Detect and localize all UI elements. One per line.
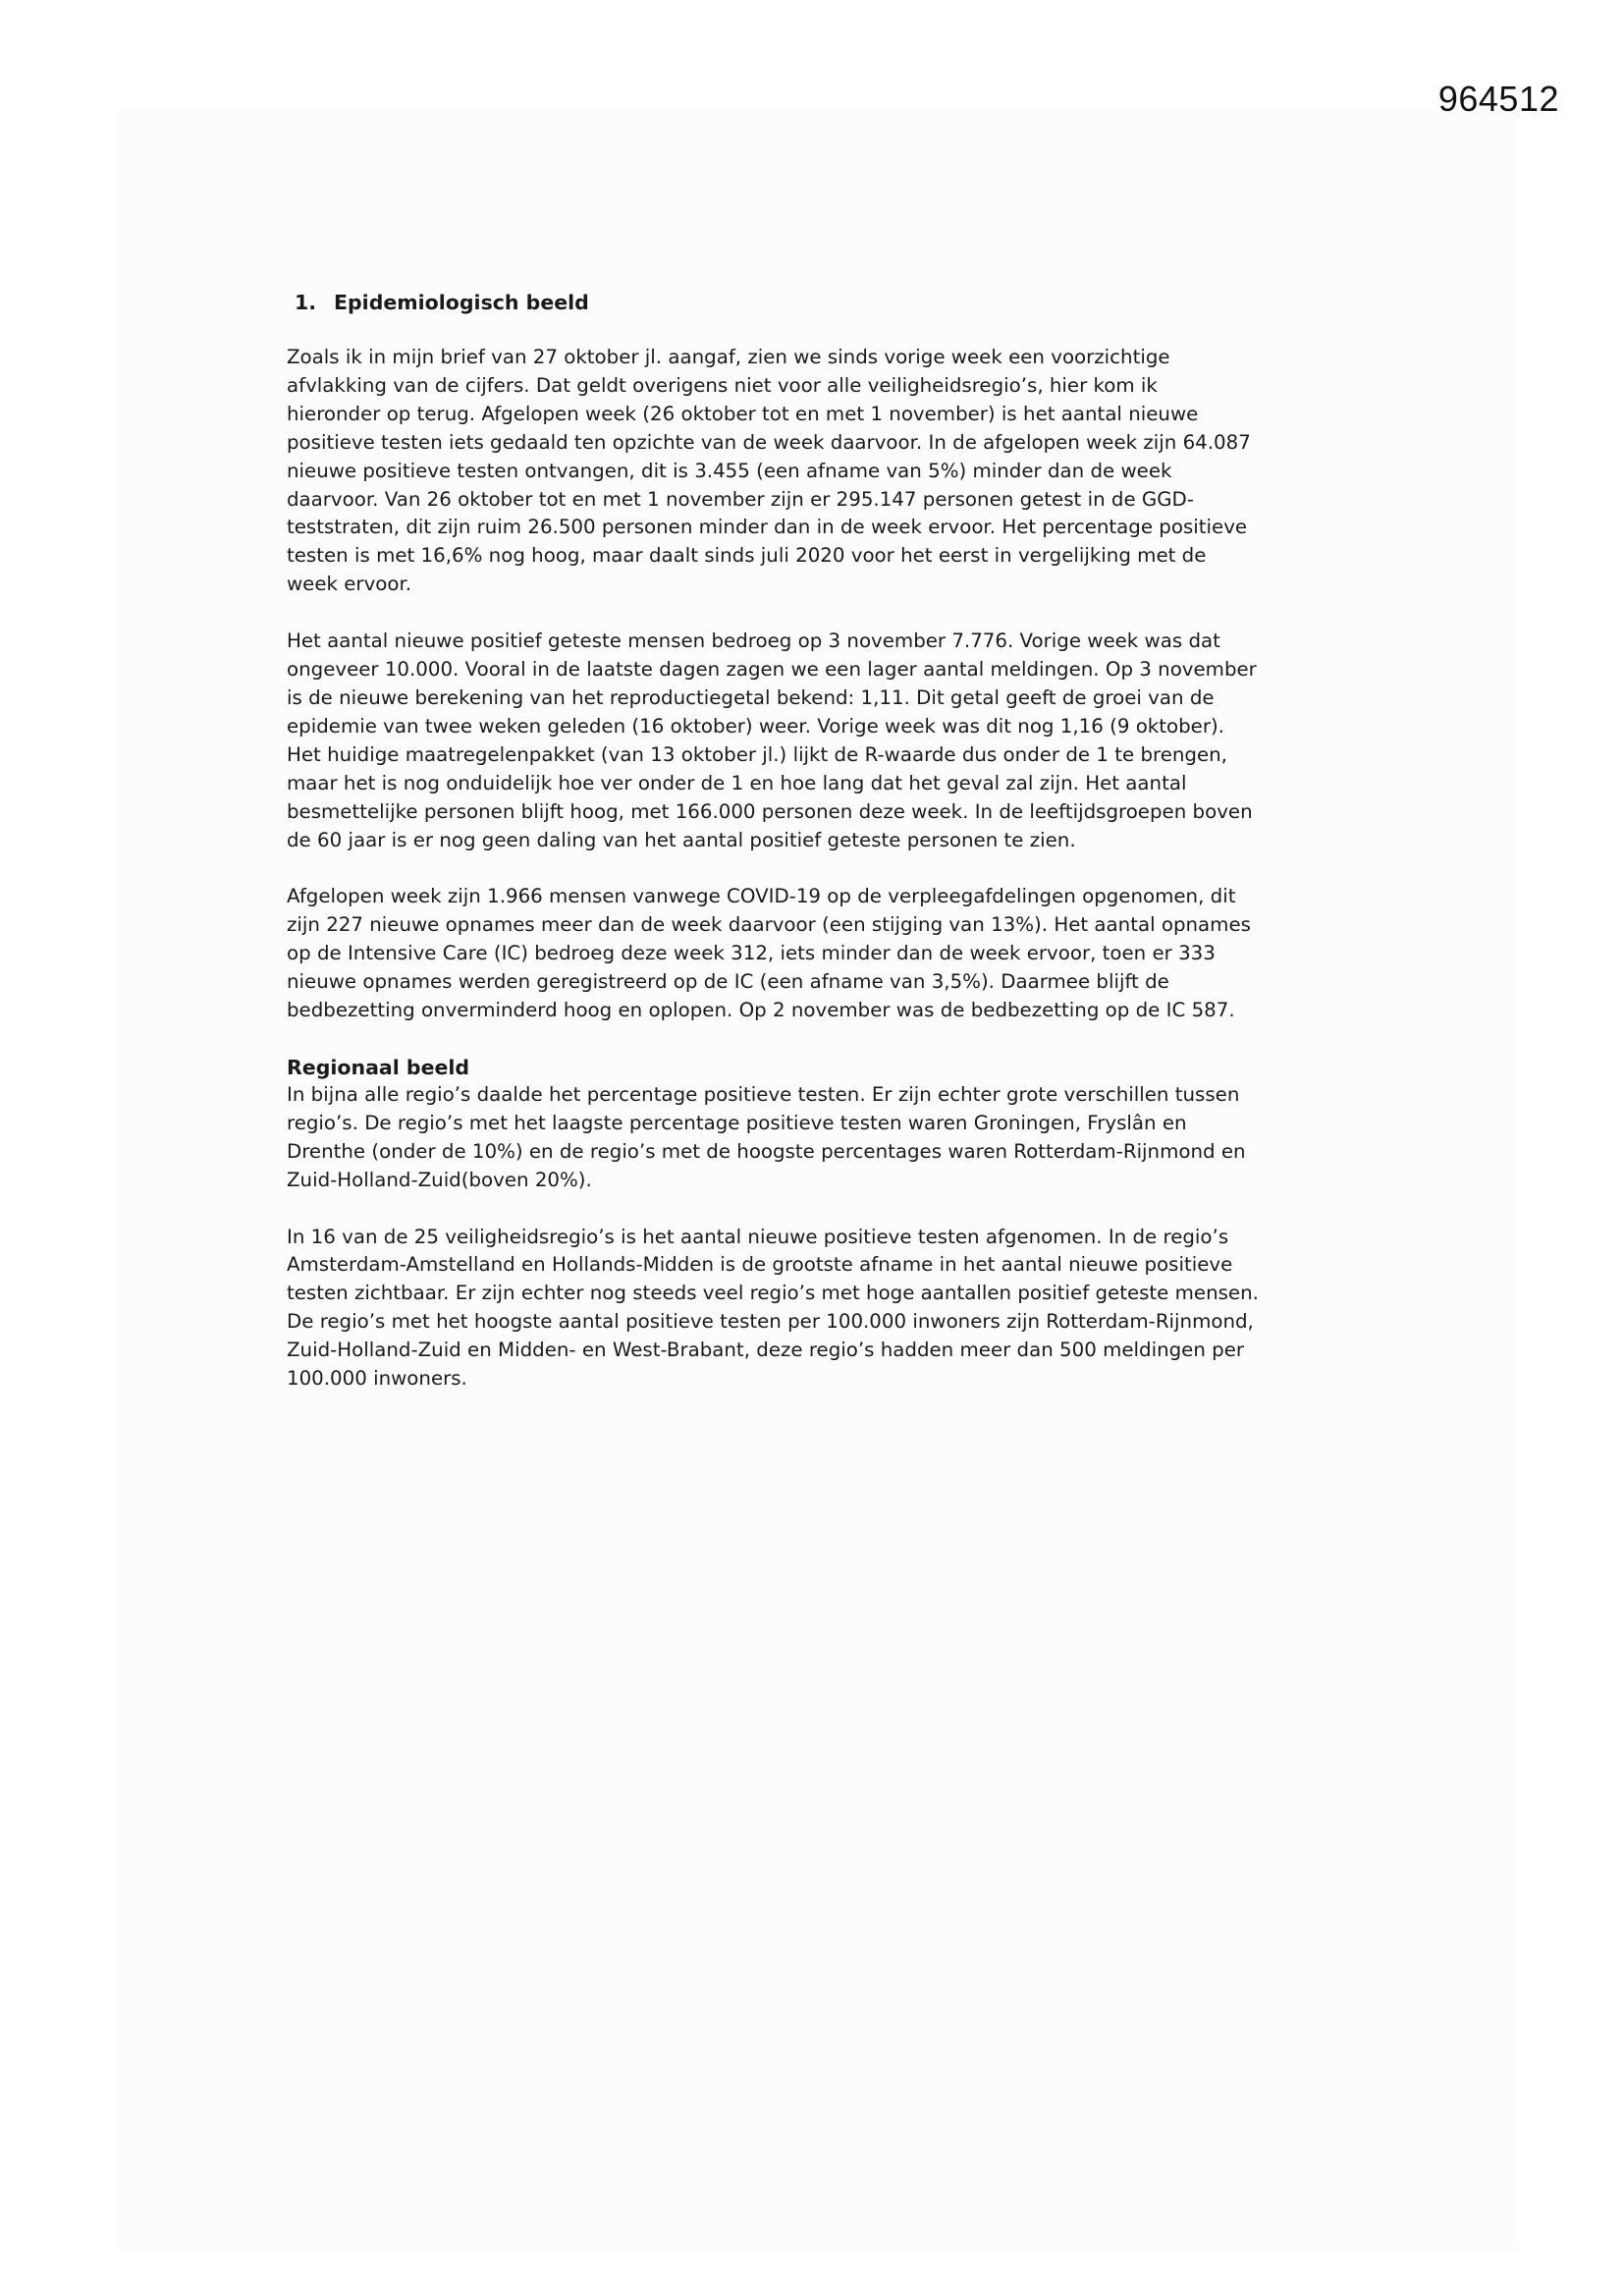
text-line: Zoals ik in mijn brief van 27 oktober jl. aangaf, zien we sinds vorige week een voorzichtige xyxy=(287,346,1170,368)
text-line: De regio’s met het hoogste aantal positieve testen per 100.000 inwoners zijn Rotterdam-Rijnmond, xyxy=(287,1310,1254,1334)
text-line: is de nieuwe berekening van het reproductiegetal bekend: 1,11. Dit getal geeft de groei van de xyxy=(287,685,1215,709)
text-line: positieve testen iets gedaald ten opzichte van de week daarvoor. In de afgelopen week zijn 64.087 xyxy=(287,430,1251,454)
text-line: week ervoor. xyxy=(287,573,412,596)
text-line: Het huidige maatregelenpakket (van 13 oktober jl.) lijkt de R-waarde dus onder de 1 te brengen, xyxy=(287,742,1227,766)
text-line: nieuwe opnames werden geregistreerd op de IC (een afname van 3,5%). Daarmee blijft de xyxy=(287,970,1169,994)
text-line: maar het is nog onduidelijk hoe ver onder de 1 en hoe lang dat het geval zal zijn. Het aantal xyxy=(287,771,1187,794)
text-line: epidemie van twee weken geleden (16 oktober) weer. Vorige week was dit nog 1,16 (9 oktober). xyxy=(287,714,1224,738)
text-line: Zuid-Holland-Zuid(boven 20%). xyxy=(287,1168,592,1191)
paragraph-reproduction-number xyxy=(287,628,1357,854)
text-line: ongeveer 10.000. Vooral in de laatste dagen zagen we een lager aantal meldingen. Op 3 november xyxy=(287,658,1257,682)
text-line: Het aantal nieuwe positief geteste mensen bedroeg op 3 november 7.776. Vorige week was dat xyxy=(287,629,1220,653)
text-line: regio’s. De regio’s met het laagste percentage positieve testen waren Groningen, Fryslân en xyxy=(287,1111,1187,1134)
text-line: afvlakking van de cijfers. Dat geldt overigens niet voor alle veiligheidsregio’s, hier kom ik xyxy=(287,373,1158,397)
text-line: op de Intensive Care (IC) bedroeg deze week 312, iets minder dan de week ervoor, toen er 333 xyxy=(287,942,1216,965)
text-line: 100.000 inwoners. xyxy=(287,1367,467,1391)
text-line: testen is met 16,6% nog hoog, maar daalt sinds juli 2020 voor het eerst in vergelijking met de xyxy=(287,544,1207,568)
document-body xyxy=(287,289,1357,1422)
subheading-regional: Regionaal beeld xyxy=(287,1055,470,1079)
section-title: Epidemiologisch beeld xyxy=(334,291,589,314)
text-line: Drenthe (onder de 10%) en de regio’s met de hoogste percentages waren Rotterdam-Rijnmond en xyxy=(287,1139,1246,1163)
text-line: daarvoor. Van 26 oktober tot en met 1 november zijn er 295.147 personen getest in de GGD- xyxy=(287,487,1194,511)
text-line: de 60 jaar is er nog geen daling van het aantal positief geteste personen te zien. xyxy=(287,828,1076,851)
text-line: Afgelopen week zijn 1.966 mensen vanwege COVID-19 op de verpleegafdelingen opgenomen, dit xyxy=(287,885,1236,908)
document-number: 964512 xyxy=(1437,79,1559,119)
text-line: zijn 227 nieuwe opnames meer dan de week daarvoor (een stijging van 13%). Het aantal opnames xyxy=(287,913,1251,937)
text-line: Amsterdam-Amstelland en Hollands-Midden is de grootste afname in het aantal nieuwe positieve xyxy=(287,1253,1233,1277)
paragraph-hospital-admissions xyxy=(287,883,1357,1025)
text-line: bedbezetting onverminderd hoog en oplopen. Op 2 november was de bedbezetting op de IC 587. xyxy=(287,999,1235,1022)
text-line: besmettelijke personen blijft hoog, met 166.000 personen deze week. In de leeftijdsgroepen boven xyxy=(287,799,1253,823)
text-line: In bijna alle regio’s daalde het percentage positieve testen. Er zijn echter grote verschillen tussen xyxy=(287,1082,1240,1106)
paragraph-regional-percentages xyxy=(287,1081,1357,1195)
paragraph-test-figures xyxy=(287,344,1357,599)
paragraph-regional-counts xyxy=(287,1224,1357,1394)
text-line: hieronder op terug. Afgelopen week (26 oktober tot en met 1 november) is het aantal nieuwe xyxy=(287,402,1199,425)
section-heading xyxy=(295,289,1357,316)
text-line: testen zichtbaar. Er zijn echter nog steeds veel regio’s met hoge aantallen positief geteste mensen. xyxy=(287,1282,1259,1305)
text-line: nieuwe positieve testen ontvangen, dit is 3.455 (een afname van 5%) minder dan de week xyxy=(287,459,1172,482)
text-line: In 16 van de 25 veiligheidsregio’s is het aantal nieuwe positieve testen afgenomen. In de regio’s xyxy=(287,1225,1229,1248)
text-line: Zuid-Holland-Zuid en Midden- en West-Brabant, deze regio’s hadden meer dan 500 meldingen per xyxy=(287,1339,1245,1362)
text-line: teststraten, dit zijn ruim 26.500 personen minder dan in de week ervoor. Het percentage positieve xyxy=(287,516,1248,539)
section-number: 1. xyxy=(295,291,317,314)
